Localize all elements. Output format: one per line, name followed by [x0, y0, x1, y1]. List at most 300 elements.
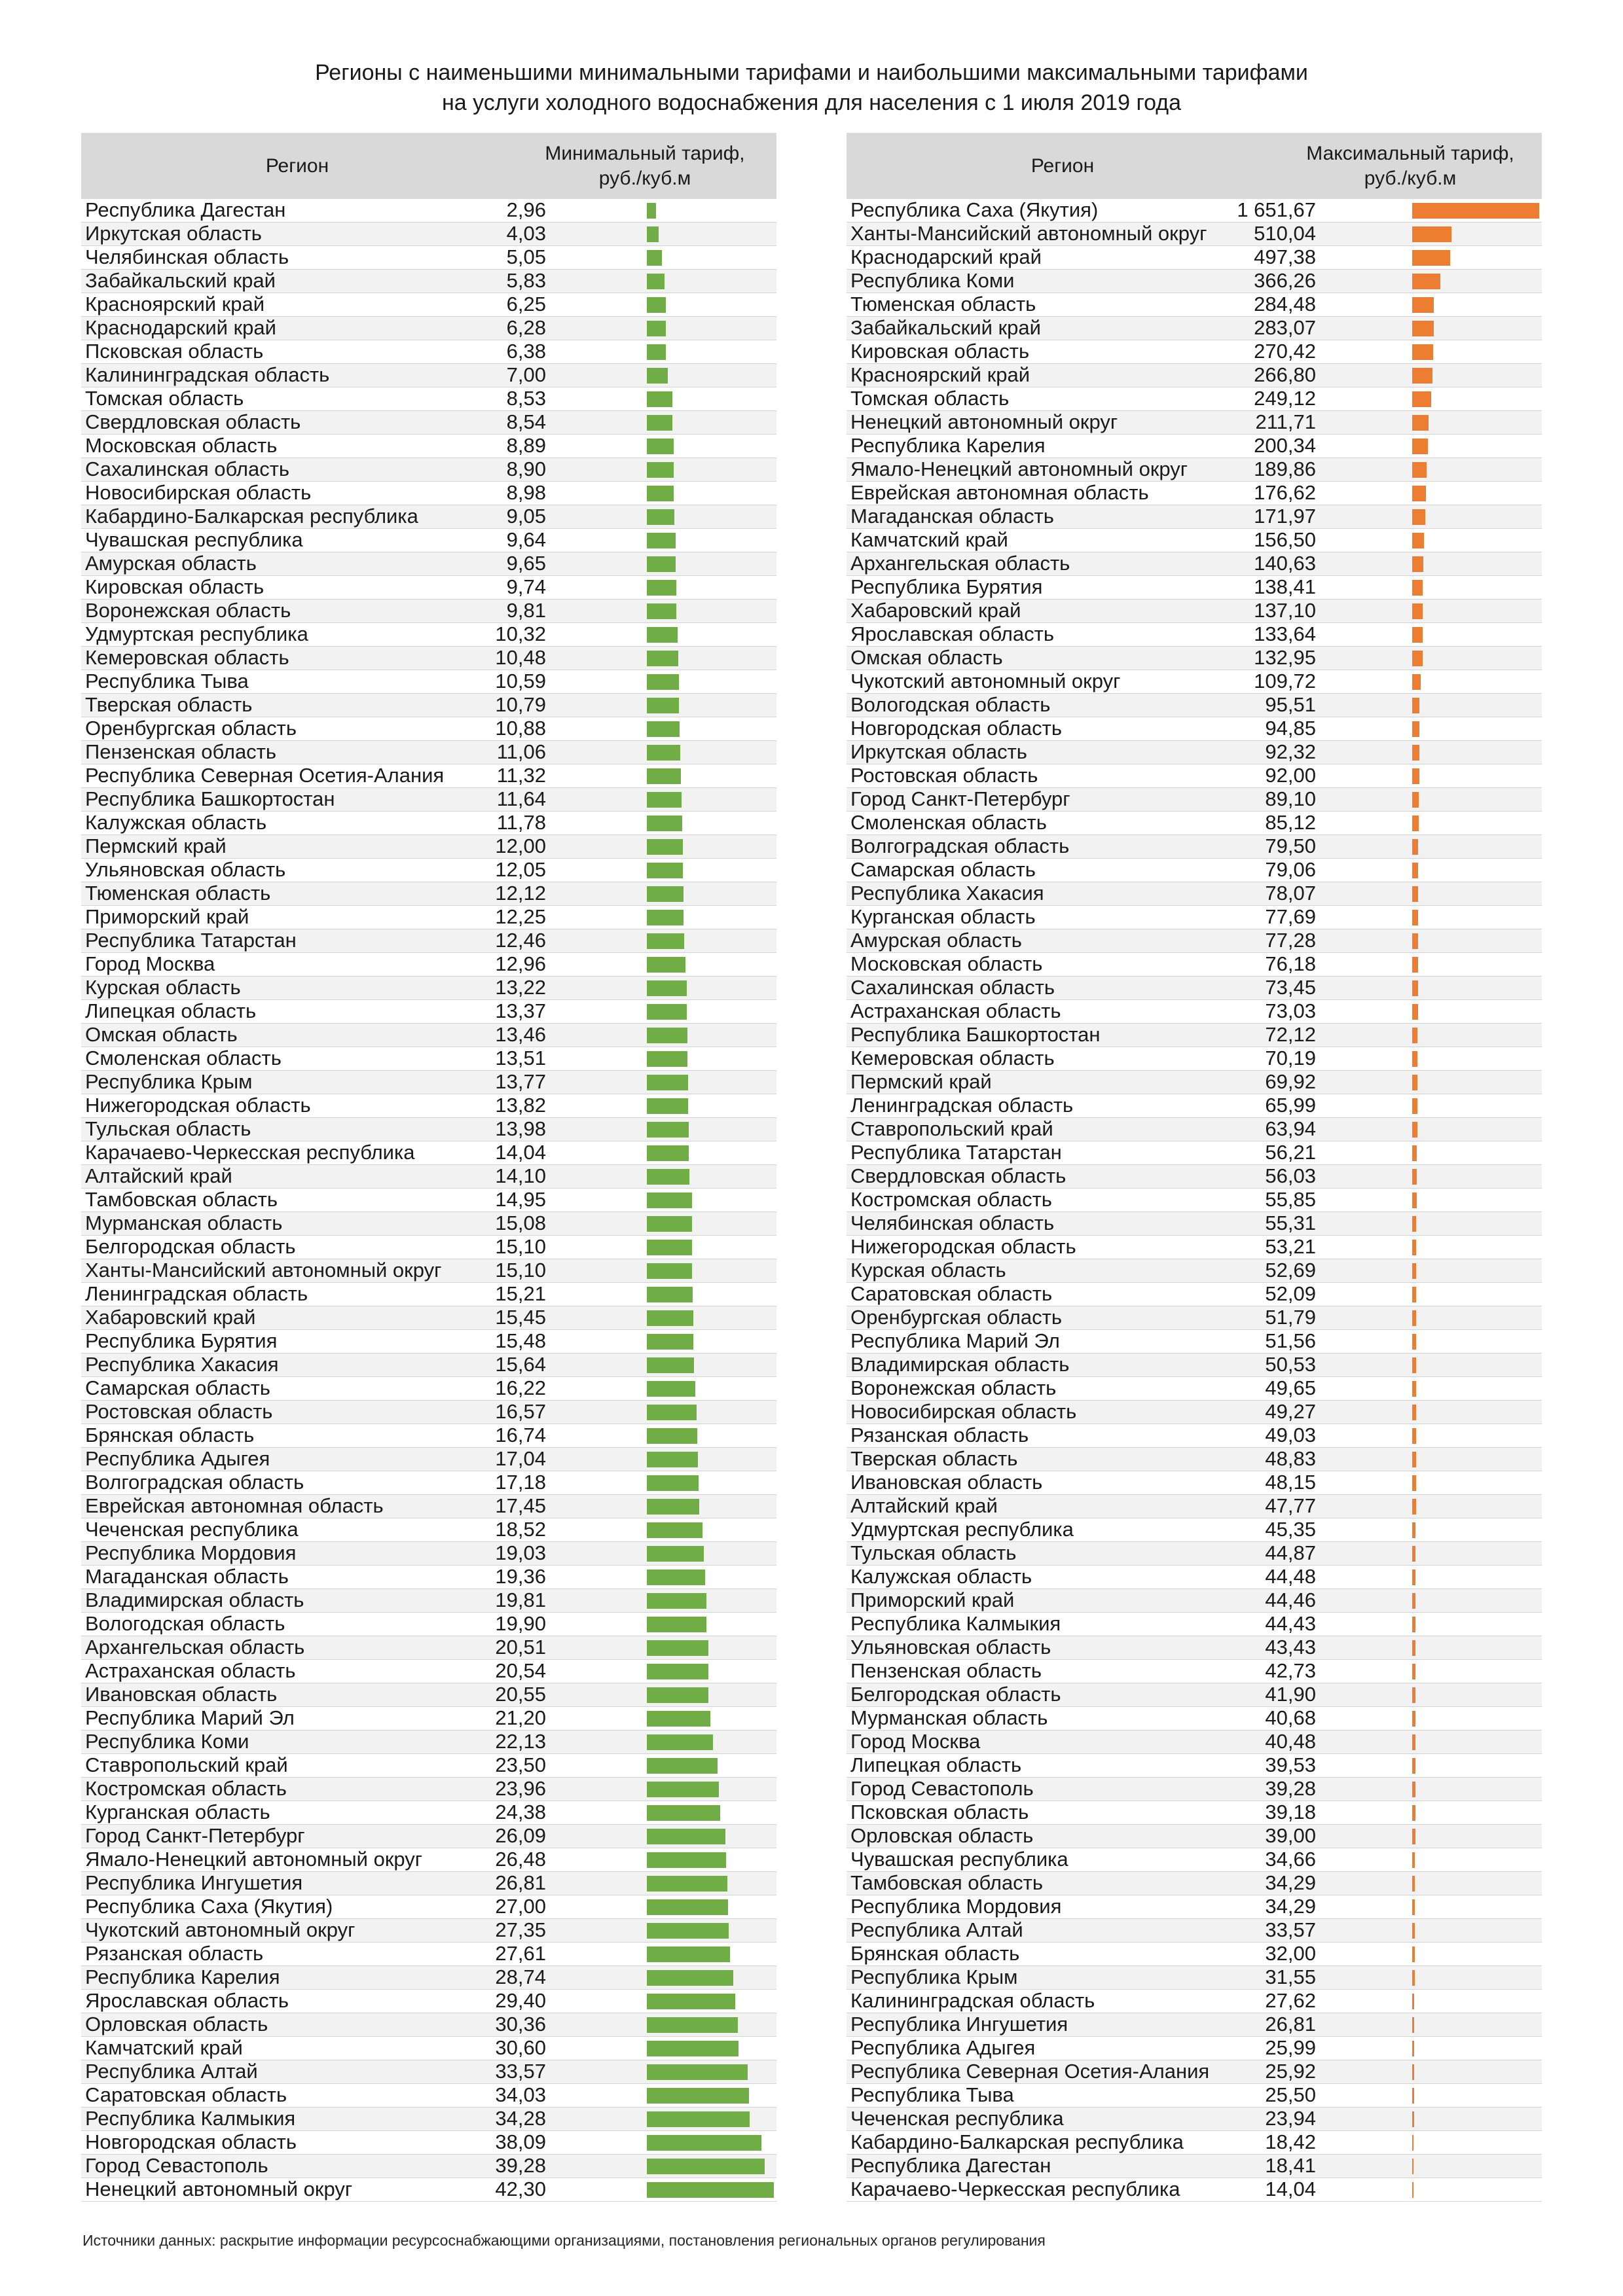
- max-table-row: [847, 1047, 1542, 1071]
- min-table-row: [81, 246, 776, 270]
- max-tariff-bar: [1412, 1051, 1417, 1067]
- min-tariff-value: 15,10: [495, 1259, 546, 1282]
- max-table-row: [847, 1801, 1542, 1825]
- min-tariff-bar: [647, 556, 676, 572]
- min-table-row: [81, 1683, 776, 1707]
- max-tariff-value: 49,27: [1265, 1400, 1316, 1423]
- max-tariff-bar: [1412, 1970, 1415, 1986]
- min-tariff-value: 15,21: [495, 1282, 546, 1305]
- min-region-name: Волгоградская область: [85, 1471, 304, 1494]
- max-tariff-value: 366,26: [1254, 269, 1316, 292]
- min-tariff-bar: [647, 1004, 687, 1020]
- chart-title-line-2: на услуги холодного водоснабжения для населения с 1 июля 2019 года: [441, 90, 1182, 115]
- min-tariff-bar: [647, 721, 680, 737]
- max-table-row: [847, 552, 1542, 576]
- min-tariff-bar: [647, 1475, 699, 1491]
- max-tariff-value: 25,92: [1265, 2060, 1316, 2083]
- max-tariff-value: 92,00: [1265, 764, 1316, 787]
- min-table-row: [81, 2084, 776, 2108]
- min-region-name: Калининградская область: [85, 363, 330, 386]
- min-tariff-bar: [647, 698, 679, 713]
- min-table-row: [81, 1259, 776, 1283]
- max-tariff-bar: [1412, 1734, 1415, 1750]
- max-region-name: Тамбовская область: [850, 1871, 1044, 1894]
- min-region-name: Рязанская область: [85, 1942, 264, 1965]
- max-region-name: Брянская область: [850, 1942, 1020, 1965]
- min-region-name: Новгородская область: [85, 2130, 297, 2153]
- max-region-name: Еврейская автономная область: [850, 481, 1149, 504]
- max-region-name: Республика Карелия: [850, 434, 1046, 457]
- max-tariff-value: 63,94: [1265, 1117, 1316, 1140]
- max-region-name: Кировская область: [850, 340, 1030, 363]
- max-table-row: [847, 1330, 1542, 1354]
- max-tariff-bar: [1412, 2135, 1413, 2151]
- max-tariff-bar: [1412, 698, 1419, 713]
- max-table-row: [847, 882, 1542, 906]
- max-tariff-value: 48,15: [1265, 1471, 1316, 1494]
- max-table-row: [847, 1895, 1542, 1919]
- min-region-name: Челябинская область: [85, 245, 289, 268]
- min-region-name: Оренбургская область: [85, 717, 297, 740]
- min-table-row: [81, 694, 776, 717]
- max-region-name: Республика Коми: [850, 269, 1015, 292]
- min-tariff-value: 17,04: [495, 1447, 546, 1470]
- min-table-row: [81, 1895, 776, 1919]
- min-tariff-value: 12,05: [495, 858, 546, 881]
- min-table-row: [81, 1778, 776, 1801]
- max-table-row: [847, 482, 1542, 505]
- min-region-name: Тульская область: [85, 1117, 251, 1140]
- min-tariff-bar: [647, 1546, 704, 1562]
- min-table-row: [81, 1401, 776, 1424]
- min-tariff-bar: [647, 1310, 693, 1326]
- max-tariff-bar: [1412, 556, 1423, 572]
- min-table-row: [81, 600, 776, 623]
- min-table-row: [81, 2155, 776, 2178]
- max-tariff-bar: [1412, 1687, 1415, 1703]
- max-tariff-value: 41,90: [1265, 1683, 1316, 1706]
- max-region-name: Магаданская область: [850, 505, 1054, 528]
- max-table-row: [847, 1966, 1542, 1990]
- min-region-name: Республика Татарстан: [85, 929, 297, 952]
- max-table-row: [847, 1118, 1542, 1141]
- max-tariff-bar: [1412, 768, 1419, 784]
- max-tariff-bar: [1412, 1216, 1416, 1232]
- max-tariff-bar: [1412, 1310, 1416, 1326]
- min-tariff-value: 19,81: [495, 1588, 546, 1611]
- min-tariff-value: 21,20: [495, 1706, 546, 1729]
- max-tariff-value: 18,42: [1265, 2130, 1316, 2153]
- max-table-row: [847, 600, 1542, 623]
- max-region-name: Ярославская область: [850, 622, 1054, 645]
- max-tariff-bar: [1412, 1122, 1417, 1138]
- max-table-row: [847, 223, 1542, 246]
- min-table-row: [81, 764, 776, 788]
- max-tariff-bar: [1412, 2159, 1413, 2174]
- min-tariff-value: 8,53: [506, 387, 546, 410]
- min-tariff-value: 13,77: [495, 1070, 546, 1093]
- max-region-name: Вологодская область: [850, 693, 1051, 716]
- min-tariff-value: 13,98: [495, 1117, 546, 1140]
- max-tariff-bar: [1412, 1829, 1415, 1844]
- min-table-row: [81, 1189, 776, 1212]
- min-table-row: [81, 2108, 776, 2131]
- min-tariff-value: 4,03: [506, 222, 546, 245]
- min-tariff-bar: [647, 1782, 719, 1797]
- min-table-row: [81, 859, 776, 882]
- min-table-row: [81, 364, 776, 387]
- max-tariff-bar: [1412, 1287, 1416, 1302]
- max-table-row: [847, 1283, 1542, 1306]
- max-region-name: Курская область: [850, 1259, 1006, 1282]
- max-tariff-value: 43,43: [1265, 1636, 1316, 1659]
- max-tariff-value: 266,80: [1254, 363, 1316, 386]
- min-table-row: [81, 1919, 776, 1943]
- max-region-name: Омская область: [850, 646, 1003, 669]
- min-region-name: Республика Хакасия: [85, 1353, 279, 1376]
- min-tariff-value: 30,36: [495, 2013, 546, 2036]
- min-tariff-bar: [647, 226, 659, 242]
- max-region-name: Ямало-Ненецкий автономный округ: [850, 457, 1188, 480]
- max-tariff-value: 89,10: [1265, 787, 1316, 810]
- min-region-name: Ямало-Ненецкий автономный округ: [85, 1848, 423, 1871]
- min-tariff-value: 34,03: [495, 2083, 546, 2106]
- max-table-row: [847, 1471, 1542, 1495]
- max-region-name: Ханты-Мансийский автономный округ: [850, 222, 1207, 245]
- min-region-name: Краснодарский край: [85, 316, 276, 339]
- min-tariff-value: 10,88: [495, 717, 546, 740]
- min-region-name: Республика Тыва: [85, 670, 249, 692]
- min-tariff-bar: [647, 1829, 725, 1844]
- min-region-name: Республика Крым: [85, 1070, 253, 1093]
- min-tariff-value: 8,54: [506, 410, 546, 433]
- min-tariff-bar: [647, 839, 683, 855]
- max-table-row: [847, 387, 1542, 411]
- max-table-row: [847, 1518, 1542, 1542]
- min-table-body: [81, 199, 776, 2202]
- max-region-name: Республика Крым: [850, 1965, 1018, 1988]
- min-table-row: [81, 1424, 776, 1448]
- min-table-row: [81, 882, 776, 906]
- max-region-name: Кабардино-Балкарская республика: [850, 2130, 1184, 2153]
- min-region-name: Республика Саха (Якутия): [85, 1895, 333, 1918]
- max-tariff-bar: [1412, 957, 1418, 973]
- max-region-name: Хабаровский край: [850, 599, 1021, 622]
- max-tariff-value: 52,09: [1265, 1282, 1316, 1305]
- max-table-row: [847, 2060, 1542, 2084]
- min-tariff-value: 19,90: [495, 1612, 546, 1635]
- min-table-row: [81, 1047, 776, 1071]
- min-region-name: Тверская область: [85, 693, 253, 716]
- max-tariff-value: 26,81: [1265, 2013, 1316, 2036]
- max-table-row: [847, 1990, 1542, 2013]
- max-region-name: Алтайский край: [850, 1494, 998, 1517]
- max-table-row: [847, 1306, 1542, 1330]
- max-tariff-value: 510,04: [1254, 222, 1316, 245]
- max-region-name: Ростовская область: [850, 764, 1038, 787]
- min-table-row: [81, 1236, 776, 1259]
- max-region-name: Город Москва: [850, 1730, 981, 1753]
- max-tariff-value: 77,69: [1265, 905, 1316, 928]
- min-tariff-bar: [647, 509, 674, 525]
- min-region-name: Кемеровская область: [85, 646, 289, 669]
- min-tariff-bar: [647, 1640, 708, 1656]
- min-table-row: [81, 1354, 776, 1377]
- max-table-row: [847, 1495, 1542, 1518]
- min-tariff-value: 14,95: [495, 1188, 546, 1211]
- min-table-row: [81, 1000, 776, 1024]
- min-tariff-bar: [647, 1570, 705, 1585]
- max-tariff-value: 44,46: [1265, 1588, 1316, 1611]
- min-region-name: Мурманская область: [85, 1211, 283, 1234]
- max-table-row: [847, 859, 1542, 882]
- max-table-row: [847, 317, 1542, 340]
- max-tariff-value: 50,53: [1265, 1353, 1316, 1376]
- max-region-name: Ульяновская область: [850, 1636, 1051, 1659]
- min-tariff-bar: [647, 344, 666, 360]
- min-region-name: Республика Адыгея: [85, 1447, 270, 1470]
- max-region-name: Липецкая область: [850, 1753, 1022, 1776]
- min-table-row: [81, 2060, 776, 2084]
- max-tariff-value: 189,86: [1254, 457, 1316, 480]
- max-table-row: [847, 2037, 1542, 2060]
- min-tariff-value: 5,05: [506, 245, 546, 268]
- max-table-row: [847, 340, 1542, 364]
- min-region-name: Республика Мордовия: [85, 1541, 297, 1564]
- max-tariff-value: 48,83: [1265, 1447, 1316, 1470]
- max-tariff-bar: [1412, 1640, 1415, 1656]
- min-tariff-bar: [647, 1028, 687, 1043]
- max-tariff-value: 33,57: [1265, 1918, 1316, 1941]
- min-region-name: Камчатский край: [85, 2036, 243, 2059]
- min-tariff-value: 5,83: [506, 269, 546, 292]
- max-region-name: Ленинградская область: [850, 1094, 1074, 1117]
- min-region-name: Город Санкт-Петербург: [85, 1824, 305, 1847]
- min-tariff-value: 11,06: [496, 740, 546, 763]
- max-table-row: [847, 1613, 1542, 1636]
- min-tariff-bar: [647, 1852, 726, 1868]
- min-tariff-bar: [647, 1216, 692, 1232]
- max-region-name: Сахалинская область: [850, 976, 1055, 999]
- min-table-row: [81, 647, 776, 670]
- min-tariff-value: 26,81: [495, 1871, 546, 1894]
- max-tariff-value: 49,65: [1265, 1376, 1316, 1399]
- min-table-row: [81, 411, 776, 435]
- min-tariff-bar: [647, 1876, 727, 1892]
- min-tariff-value: 10,32: [495, 622, 546, 645]
- max-tariff-value: 34,29: [1265, 1895, 1316, 1918]
- max-region-name: Воронежская область: [850, 1376, 1057, 1399]
- max-region-name: Пермский край: [850, 1070, 992, 1093]
- min-tariff-bar: [647, 1923, 729, 1939]
- max-tariff-bar: [1412, 1852, 1415, 1868]
- max-region-name: Ставропольский край: [850, 1117, 1053, 1140]
- min-region-name: Алтайский край: [85, 1164, 232, 1187]
- max-tariff-bar: [1412, 1617, 1415, 1632]
- min-tariff-bar: [647, 1899, 728, 1915]
- max-region-name: Республика Дагестан: [850, 2154, 1051, 2177]
- max-region-name: Иркутская область: [850, 740, 1027, 763]
- min-table-row: [81, 2178, 776, 2202]
- max-region-name: Оренбургская область: [850, 1306, 1062, 1329]
- max-tariff-value: 77,28: [1265, 929, 1316, 952]
- min-tariff-bar: [647, 203, 656, 219]
- max-tariff-value: 138,41: [1254, 575, 1316, 598]
- max-tariff-value: 14,04: [1265, 2178, 1316, 2200]
- min-tariff-value: 27,00: [495, 1895, 546, 1918]
- min-tariff-bar: [647, 863, 683, 878]
- max-tariff-bar: [1412, 1593, 1415, 1609]
- max-tariff-bar: [1412, 1570, 1415, 1585]
- max-region-name: Челябинская область: [850, 1211, 1055, 1234]
- min-region-name: Курганская область: [85, 1801, 270, 1823]
- max-table-row: [847, 1919, 1542, 1943]
- max-region-name: Смоленская область: [850, 811, 1047, 834]
- max-table-row: [847, 717, 1542, 741]
- max-region-name: Чукотский автономный округ: [850, 670, 1121, 692]
- max-tariff-value: 51,79: [1265, 1306, 1316, 1329]
- min-tariff-bar: [647, 1405, 697, 1420]
- min-tariff-value: 14,10: [495, 1164, 546, 1187]
- max-table-header: [847, 133, 1542, 199]
- min-region-name: Приморский край: [85, 905, 249, 928]
- max-table-row: [847, 2178, 1542, 2202]
- min-region-name: Чеченская республика: [85, 1518, 299, 1541]
- max-tariff-bar: [1412, 1499, 1416, 1515]
- max-tariff-value: 53,21: [1265, 1235, 1316, 1258]
- min-tariff-bar: [647, 486, 674, 501]
- max-table-row: [847, 1000, 1542, 1024]
- max-tariff-value: 79,06: [1265, 858, 1316, 881]
- min-tariff-bar: [647, 1334, 693, 1350]
- min-table-row: [81, 435, 776, 458]
- max-tariff-value: 73,45: [1265, 976, 1316, 999]
- max-region-name: Орловская область: [850, 1824, 1034, 1847]
- max-region-name: Город Санкт-Петербург: [850, 787, 1070, 810]
- max-tariff-value: 132,95: [1254, 646, 1316, 669]
- max-region-name: Калужская область: [850, 1565, 1032, 1588]
- min-tariff-value: 38,09: [495, 2130, 546, 2153]
- max-tariff-bar: [1412, 886, 1418, 902]
- min-tariff-bar: [647, 1098, 688, 1114]
- min-region-name: Ростовская область: [85, 1400, 273, 1423]
- min-region-name: Кировская область: [85, 575, 264, 598]
- max-region-name: Краснодарский край: [850, 245, 1042, 268]
- max-table-row: [847, 1424, 1542, 1448]
- min-region-name: Республика Марий Эл: [85, 1706, 295, 1729]
- max-table-row: [847, 1141, 1542, 1165]
- max-table-row: [847, 929, 1542, 953]
- source-footnote: Источники данных: раскрытие информации ресурсоснабжающими организациями, постановления региональных органов регулирования: [82, 2232, 1046, 2249]
- max-region-name: Удмуртская республика: [850, 1518, 1074, 1541]
- min-region-name: Сахалинская область: [85, 457, 290, 480]
- max-tariff-bar: [1412, 2088, 1414, 2104]
- min-tariff-bar: [647, 391, 672, 407]
- min-table-row: [81, 1141, 776, 1165]
- min-tariff-bar: [647, 439, 674, 454]
- max-tariff-value: 76,18: [1265, 952, 1316, 975]
- max-tariff-bar: [1412, 1711, 1415, 1727]
- max-table-row: [847, 647, 1542, 670]
- max-tariff-bar: [1412, 439, 1428, 454]
- max-tariff-bar: [1412, 2017, 1414, 2033]
- max-tariff-bar: [1412, 1428, 1416, 1444]
- min-tariff-value: 13,82: [495, 1094, 546, 1117]
- max-tariff-value: 156,50: [1254, 528, 1316, 551]
- max-tariff-value: 270,42: [1254, 340, 1316, 363]
- min-tariff-value: 17,18: [495, 1471, 546, 1494]
- min-tariff-bar: [647, 980, 687, 996]
- min-tariff-bar: [647, 1758, 718, 1774]
- min-tariff-bar: [647, 627, 678, 643]
- max-region-name: Республика Саха (Якутия): [850, 198, 1099, 221]
- max-tariff-bar: [1412, 2111, 1414, 2127]
- max-tariff-bar: [1412, 1546, 1415, 1562]
- max-tariff-value: 200,34: [1254, 434, 1316, 457]
- min-tariff-value: 8,98: [506, 481, 546, 504]
- min-region-name: Ивановская область: [85, 1683, 278, 1706]
- max-region-name: Рязанская область: [850, 1424, 1029, 1446]
- min-tariff-bar: [647, 1263, 692, 1279]
- max-tariff-bar: [1412, 415, 1429, 431]
- max-table-row: [847, 906, 1542, 929]
- min-tariff-value: 34,28: [495, 2107, 546, 2130]
- min-tariff-value: 14,04: [495, 1141, 546, 1164]
- min-table-row: [81, 835, 776, 859]
- min-table-row: [81, 199, 776, 223]
- max-tariff-value: 95,51: [1265, 693, 1316, 716]
- max-table-row: [847, 2131, 1542, 2155]
- min-tariff-bar: [647, 1734, 713, 1750]
- max-tariff-bar: [1412, 226, 1451, 242]
- min-table-row: [81, 1542, 776, 1566]
- max-tariff-bar: [1412, 863, 1418, 878]
- min-table-row: [81, 529, 776, 552]
- max-tariff-value: 497,38: [1254, 245, 1316, 268]
- min-tariff-bar: [647, 816, 682, 831]
- max-tariff-value: 55,85: [1265, 1188, 1316, 1211]
- min-tariff-bar: [647, 651, 678, 666]
- max-region-name: Волгоградская область: [850, 834, 1070, 857]
- min-region-name: Ханты-Мансийский автономный округ: [85, 1259, 442, 1282]
- min-tariff-bar: [647, 2159, 765, 2174]
- max-tariff-value: 79,50: [1265, 834, 1316, 857]
- min-region-name: Воронежская область: [85, 599, 291, 622]
- min-table-row: [81, 576, 776, 600]
- max-tariff-value: 133,64: [1254, 622, 1316, 645]
- max-table-row: [847, 1212, 1542, 1236]
- min-tariff-value: 11,64: [496, 787, 546, 810]
- min-region-name: Карачаево-Черкесская республика: [85, 1141, 415, 1164]
- max-region-name: Тюменская область: [850, 293, 1036, 315]
- min-region-name: Удмуртская республика: [85, 622, 308, 645]
- max-tariff-value: 78,07: [1265, 882, 1316, 905]
- min-region-name: Кабардино-Балкарская республика: [85, 505, 418, 528]
- min-tariff-value: 33,57: [495, 2060, 546, 2083]
- min-tariff-value: 15,10: [495, 1235, 546, 1258]
- max-table-row: [847, 364, 1542, 387]
- max-tariff-value: 39,28: [1265, 1777, 1316, 1800]
- min-table-row: [81, 317, 776, 340]
- max-region-name: Свердловская область: [850, 1164, 1067, 1187]
- min-tariff-bar: [647, 1145, 689, 1161]
- min-tariff-bar: [647, 603, 676, 619]
- max-table-row: [847, 1872, 1542, 1895]
- max-region-name: Республика Марий Эл: [850, 1329, 1060, 1352]
- min-tariff-value: 9,05: [506, 505, 546, 528]
- min-tariff-value: 13,37: [495, 999, 546, 1022]
- min-region-name: Калужская область: [85, 811, 267, 834]
